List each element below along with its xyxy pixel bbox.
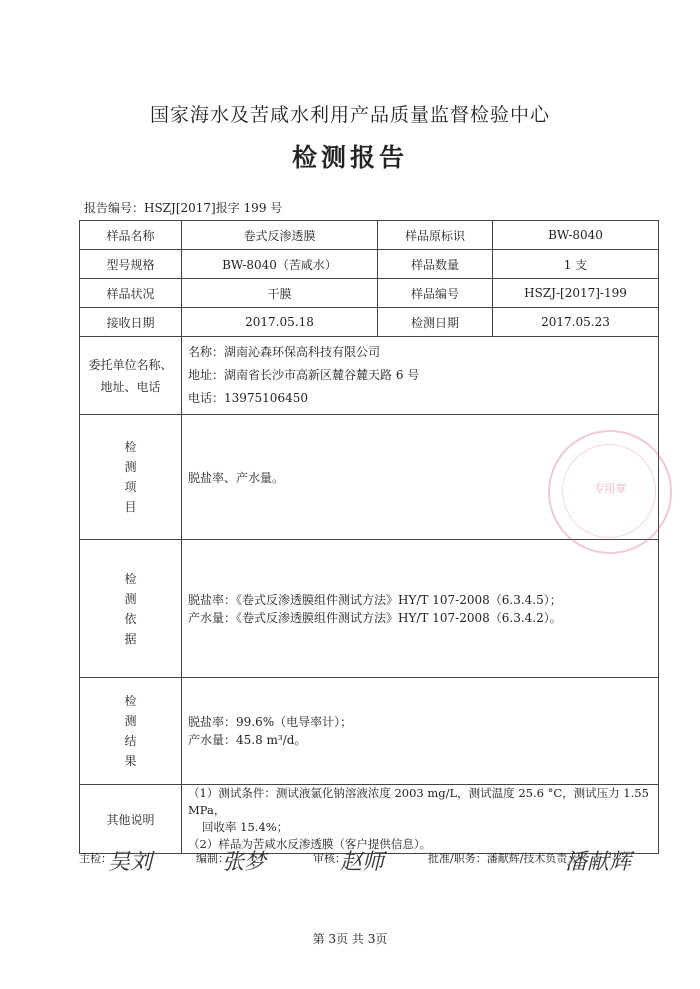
client-label-line: 委托单位名称、: [88, 357, 173, 372]
quantity-label: 样品数量: [378, 250, 493, 279]
label-char: 据: [124, 631, 137, 646]
table-row: [80, 308, 659, 337]
label-char: 测: [124, 591, 137, 606]
original-id-label: 样品原标识: [378, 221, 493, 250]
label-char: 检: [124, 571, 137, 586]
label-char: 项: [124, 480, 137, 494]
label-char: 测: [124, 714, 137, 728]
condition-label: 样品状况: [80, 279, 182, 308]
report-number: 报告编号：HSZJ[2017]报字 199 号: [84, 201, 283, 215]
signature-row: [0, 845, 700, 885]
test-date-label: 检测日期: [378, 308, 493, 337]
label-char: 检: [124, 440, 137, 454]
other-line: 回收率 15.4%；: [202, 820, 289, 834]
table-row: [80, 678, 659, 785]
other-value: [182, 785, 659, 854]
label-char: 目: [124, 500, 137, 514]
reviewer-signature: 赵师: [340, 850, 385, 875]
result-line: 产水量：45.8 m³/d。: [188, 733, 307, 747]
test-items-text: 脱盐率、产水量。: [188, 470, 285, 485]
table-row: [80, 785, 659, 854]
seal-text: 专用章: [593, 482, 627, 495]
quantity-value: 1 支: [493, 250, 659, 279]
report-title: 检测报告: [291, 143, 408, 172]
other-line: （1）测试条件：测试液氯化钠溶液浓度 2003 mg/L，测试温度 25.6 °C，测试压力 1.55 MPa，: [188, 786, 649, 817]
client-label: [80, 337, 182, 415]
reviewer-label: 审核：: [313, 852, 346, 865]
label-char: 结: [124, 734, 137, 748]
other-label: 其他说明: [80, 785, 182, 854]
test-items-label: [80, 415, 182, 540]
condition-value: 干膜: [182, 279, 378, 308]
other-line: （2）样品为苦咸水反渗透膜（客户提供信息）。: [188, 837, 432, 851]
test-date-value: 2017.05.23: [493, 308, 659, 337]
received-value: 2017.05.18: [182, 308, 378, 337]
label-char: 果: [124, 754, 137, 768]
client-label-line: 地址、电话: [100, 379, 161, 394]
model-label: 型号规格: [80, 250, 182, 279]
model-value: BW-8040（苦咸水）: [182, 250, 378, 279]
result-line: 脱盐率：99.6%（电导率计）；: [188, 715, 353, 729]
client-phone: 电话：13975106450: [188, 391, 308, 405]
label-char: 依: [124, 611, 137, 626]
table-row: [80, 250, 659, 279]
organization-name: 国家海水及苦咸水利用产品质量监督检验中心: [149, 104, 550, 126]
basis-line: 产水量：《卷式反渗透膜组件测试方法》HY/T 107-2008（6.3.4.2）。: [188, 610, 562, 625]
label-char: 检: [124, 694, 137, 708]
inspector-label: 主检：: [79, 852, 112, 865]
test-results-label: [80, 678, 182, 785]
original-id-value: BW-8040: [493, 221, 659, 250]
test-basis-value: [182, 540, 659, 678]
basis-line: 脱盐率：《卷式反渗透膜组件测试方法》HY/T 107-2008（6.3.4.5）；: [188, 592, 562, 607]
test-results-value: [182, 678, 659, 785]
approver-signature: 潘献辉: [565, 850, 632, 875]
page-footer: 第 3页 共 3页: [312, 932, 388, 946]
sample-name-label: 样品名称: [80, 221, 182, 250]
table-row: [80, 279, 659, 308]
editor-signature: 张梦: [222, 850, 267, 875]
sample-name-value: 卷式反渗透膜: [182, 221, 378, 250]
received-label: 接收日期: [80, 308, 182, 337]
approver-label: 批准/职务：潘献辉/技术负责人: [428, 852, 579, 865]
table-row: [80, 540, 659, 678]
official-seal: [548, 430, 672, 554]
inspector-signature: 吴刘: [108, 850, 153, 875]
client-address: 地址：湖南省长沙市高新区麓谷麓天路 6 号: [188, 368, 420, 382]
test-basis-label: [80, 540, 182, 678]
label-char: 测: [124, 460, 137, 474]
sample-no-value: HSZJ-[2017]-199: [493, 279, 659, 308]
editor-label: 编制：: [196, 852, 229, 865]
client-info: [182, 337, 659, 415]
sample-no-label: 样品编号: [378, 279, 493, 308]
table-row: [80, 337, 659, 415]
client-name: 名称：湖南沁森环保高科技有限公司: [188, 345, 381, 359]
table-row: [80, 221, 659, 250]
